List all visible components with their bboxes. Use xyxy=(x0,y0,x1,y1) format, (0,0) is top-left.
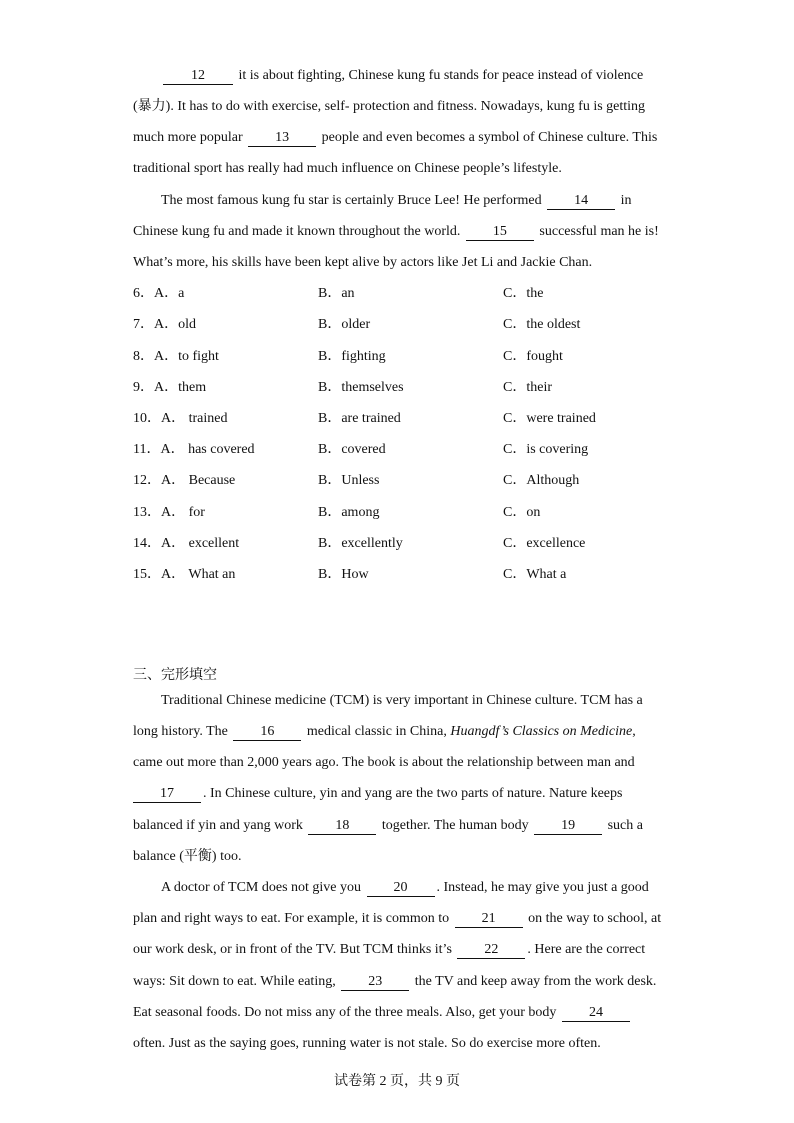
option-b[interactable]: B．How xyxy=(318,567,369,582)
passage2-line-12: often. Just as the saying goes, running water is not stale. So do exercise more often. xyxy=(133,1036,601,1051)
option-a[interactable]: 12．A． Because xyxy=(133,473,236,488)
page-footer: 试卷第 2 页，共 9 页 xyxy=(334,1074,460,1089)
option-c[interactable]: C．What a xyxy=(503,567,567,582)
text: . Instead, he may give you just a good xyxy=(436,880,649,895)
passage2-line-10 xyxy=(133,972,656,992)
text: A doctor of TCM does not give you xyxy=(161,880,365,895)
blank-21[interactable]: 21 xyxy=(455,910,523,928)
passage1-line-3 xyxy=(133,128,657,148)
option-c[interactable]: C．fought xyxy=(503,349,563,364)
option-c[interactable]: C．their xyxy=(503,380,552,395)
option-a[interactable]: 9．A．them xyxy=(133,380,207,395)
option-b[interactable]: B．themselves xyxy=(318,380,404,395)
blank-13[interactable]: 13 xyxy=(248,129,316,147)
option-b[interactable]: B．older xyxy=(318,317,371,332)
blank-16[interactable]: 16 xyxy=(233,723,301,741)
text: , xyxy=(632,724,636,739)
passage2-line-8 xyxy=(133,909,661,929)
blank-19[interactable]: 19 xyxy=(534,817,602,835)
option-b[interactable]: B．covered xyxy=(318,442,386,457)
text: The most famous kung fu star is certainly Bruce Lee! He performed xyxy=(161,193,546,208)
passage1-line-5 xyxy=(161,191,631,211)
option-c[interactable]: C．the xyxy=(503,286,544,301)
passage2-line-7 xyxy=(161,878,649,898)
passage2-line-4 xyxy=(133,784,622,804)
option-c[interactable]: C．the oldest xyxy=(503,317,581,332)
book-title: Huangdf’s Classics on Medicine xyxy=(450,724,633,739)
text: on the way to school, at xyxy=(524,911,662,926)
option-a[interactable]: 14．A． excellent xyxy=(133,536,240,551)
blank-15[interactable]: 15 xyxy=(466,223,534,241)
option-a[interactable]: 8．A．to fight xyxy=(133,349,219,364)
passage2-line-6: balance (平衡) too. xyxy=(133,849,242,864)
passage2-line-11 xyxy=(133,1003,632,1023)
option-a[interactable]: 7．A．old xyxy=(133,317,196,332)
passage1-line-2: (暴力). It has to do with exercise, self- protection and fitness. Nowadays, kung fu is getting xyxy=(133,99,646,114)
blank-24[interactable]: 24 xyxy=(562,1004,630,1022)
option-b[interactable]: B．fighting xyxy=(318,349,386,364)
option-a[interactable]: 10．A． trained xyxy=(133,411,228,426)
passage2-line-3: came out more than 2,000 years ago. The book is about the relationship between man and xyxy=(133,755,635,770)
option-b[interactable]: B．an xyxy=(318,286,355,301)
passage1-line-7: What’s more, his skills have been kept alive by actors like Jet Li and Jackie Chan. xyxy=(133,255,593,270)
text: . In Chinese culture, yin and yang are the two parts of nature. Nature keeps xyxy=(203,786,623,801)
passage2-line-2 xyxy=(133,722,636,742)
text: long history. The xyxy=(133,724,232,739)
option-a[interactable]: 11．A． has covered xyxy=(133,442,255,457)
text: plan and right ways to eat. For example, it is common to xyxy=(133,911,453,926)
text: . Here are the correct xyxy=(527,942,646,957)
text: our work desk, or in front of the TV. But TCM thinks it’s xyxy=(133,942,456,957)
option-c[interactable]: C．on xyxy=(503,505,541,520)
text: successful man he is! xyxy=(535,224,659,239)
option-b[interactable]: B．Unless xyxy=(318,473,380,488)
text: much more popular xyxy=(133,130,247,145)
option-a[interactable]: 6．A．a xyxy=(133,286,185,301)
passage1-line-4: traditional sport has really had much influence on Chinese people’s lifestyle. xyxy=(133,161,562,176)
blank-12[interactable]: 12 xyxy=(163,67,233,85)
blank-17[interactable]: 17 xyxy=(133,785,201,803)
blank-22[interactable]: 22 xyxy=(457,941,525,959)
option-a[interactable]: 13．A． for xyxy=(133,505,205,520)
text: ways: Sit down to eat. While eating, xyxy=(133,974,340,989)
text: in xyxy=(617,193,632,208)
passage2-line-1: Traditional Chinese medicine (TCM) is very important in Chinese culture. TCM has a xyxy=(161,693,643,708)
text: Chinese kung fu and made it known throughout the world. xyxy=(133,224,464,239)
blank-23[interactable]: 23 xyxy=(341,973,409,991)
text: the TV and keep away from the work desk. xyxy=(411,974,657,989)
text: such a xyxy=(604,818,643,833)
passage1-line-6 xyxy=(133,222,659,242)
passage2-line-5 xyxy=(133,816,643,836)
text: people and even becomes a symbol of Chinese culture. This xyxy=(318,130,658,145)
option-c[interactable]: C．Although xyxy=(503,473,580,488)
text: balanced if yin and yang work xyxy=(133,818,307,833)
text: together. The human body xyxy=(378,818,533,833)
option-c[interactable]: C．is covering xyxy=(503,442,589,457)
option-b[interactable]: B．are trained xyxy=(318,411,401,426)
passage2-line-9 xyxy=(133,940,645,960)
text: Eat seasonal foods. Do not miss any of the three meals. Also, get your body xyxy=(133,1005,560,1020)
text: it is about fighting, Chinese kung fu stands for peace instead of violence xyxy=(235,68,644,83)
blank-18[interactable]: 18 xyxy=(308,817,376,835)
section-title: 三、完形填空 xyxy=(133,668,217,683)
blank-20[interactable]: 20 xyxy=(367,879,435,897)
text: medical classic in China, xyxy=(303,724,451,739)
blank-14[interactable]: 14 xyxy=(547,192,615,210)
option-c[interactable]: C．excellence xyxy=(503,536,586,551)
option-c[interactable]: C．were trained xyxy=(503,411,596,426)
option-a[interactable]: 15．A． What an xyxy=(133,567,236,582)
passage1-line-1 xyxy=(161,66,643,86)
option-b[interactable]: B．among xyxy=(318,505,380,520)
option-b[interactable]: B．excellently xyxy=(318,536,403,551)
